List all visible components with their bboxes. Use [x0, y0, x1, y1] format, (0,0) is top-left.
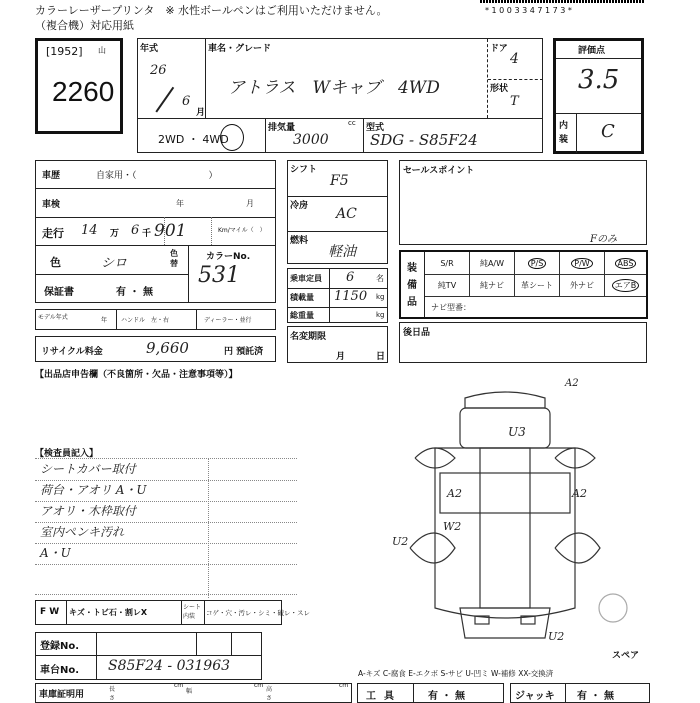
barcode-number: * 1 0 0 3 3 4 7 1 7 3 * — [485, 6, 572, 15]
equip-pw — [560, 252, 605, 275]
equip-ps-label: P/S — [528, 258, 547, 269]
equip-ext-navi: 外ナビ — [560, 275, 605, 297]
damage-mark: U2 — [392, 535, 409, 548]
capacity-label: 乗車定員 — [290, 274, 322, 283]
mileage-sen: 6 — [131, 223, 140, 238]
damage-mark: U2 — [548, 630, 565, 643]
header-line2: （複合機）対応用紙 — [35, 19, 134, 32]
tools-row — [357, 683, 504, 703]
door-value: 4 — [510, 51, 519, 67]
spec-block — [287, 160, 388, 264]
lot-code: [1952] — [46, 45, 83, 58]
equip-ps — [515, 252, 560, 275]
recycle-row — [35, 336, 276, 362]
damage-mark: A2 — [565, 378, 579, 389]
dealer-option: ディーラー・並行 — [204, 317, 252, 324]
gross-label: 総重量 — [290, 311, 314, 320]
garage-height: 高さ — [266, 686, 273, 702]
mileage-rest: 901 — [154, 221, 187, 241]
car-damage-diagram — [395, 378, 635, 658]
name-change-day: 日 — [376, 352, 386, 362]
history-label: 車歴 — [42, 171, 61, 181]
seat-label: シート内装 — [183, 604, 202, 620]
color-value: シロ — [101, 256, 128, 271]
equipment-note: Fのみ — [590, 234, 617, 245]
mileage-label: 走行 — [42, 227, 64, 240]
garage-row — [35, 683, 352, 703]
damage-mark: U3 — [508, 425, 526, 439]
month-unit: 月 — [196, 108, 206, 118]
door-label: ドア — [490, 44, 508, 54]
registration-block — [35, 632, 262, 680]
ac-value: AC — [336, 206, 357, 222]
score-box — [553, 38, 644, 154]
fw-row — [35, 600, 310, 625]
sales-point-label: セールスポイント — [403, 166, 475, 176]
garage-cm: cm — [254, 682, 264, 689]
equipment-box — [399, 250, 648, 319]
vehicle-box — [137, 38, 543, 153]
model-year-unit: 年 — [101, 317, 108, 324]
history-block — [35, 160, 276, 303]
load-label: 積載量 — [290, 293, 314, 302]
inspector-line: 室内ペンキ汚れ — [35, 523, 297, 544]
fuel-value: 軽油 — [328, 244, 356, 260]
equip-navi: 純ナビ — [470, 275, 515, 297]
displacement-value: 3000 — [293, 132, 329, 148]
tools-label: 工具 — [366, 691, 402, 702]
color-change-label: 色替 — [170, 249, 178, 268]
chassis-value: S85F24 - 031963 — [108, 658, 231, 674]
mileage-man: 14 — [81, 223, 98, 238]
model-year-label: モデル年式 — [38, 314, 68, 321]
equip-abs — [605, 252, 646, 275]
color-label: 色 — [50, 256, 61, 269]
warranty-label: 保証書 — [44, 287, 74, 298]
registration-label: 登録No. — [40, 641, 80, 652]
jack-row — [510, 683, 650, 703]
inspector-line: シートカバー取付 — [35, 460, 297, 481]
score-value: 3.5 — [578, 65, 620, 95]
name-change-label: 名変期限 — [290, 332, 327, 342]
garage-width: 幅 — [186, 688, 193, 695]
tools-value: 有 ・ 無 — [428, 691, 465, 702]
car-name: アトラス Wキャブ 4WD — [228, 78, 440, 98]
inspection-month: 月 — [246, 199, 254, 208]
inspector-line: A・U — [35, 544, 297, 565]
shape-label: 形状 — [490, 84, 509, 94]
name-label: 車名・グレード — [208, 44, 272, 54]
capacity-unit: 名 — [376, 274, 384, 283]
inspector-line: 荷台・アオリ A・U — [35, 481, 297, 502]
chassis-label: 車台No. — [40, 665, 80, 676]
equipment-label: 装備品 — [407, 263, 417, 308]
damage-legend: A-キズ C-腐食 E-エクボ S-サビ U-凹ミ W-補修 XX-交換済 — [358, 669, 554, 678]
garage-cm: cm — [174, 682, 184, 689]
seller-notes-label: 【出品店申告欄（不良箇所・欠品・注意事項等）】 — [35, 370, 238, 380]
warranty-value: 有 ・ 無 — [116, 287, 153, 298]
history-value: 自家用・（ ） — [96, 171, 218, 181]
lot-mark: 山 — [98, 46, 106, 55]
displacement-label: 排気量 — [268, 123, 296, 133]
cc-unit: cc — [348, 119, 356, 127]
interior-label: 内装 — [559, 121, 569, 145]
inspector-label: 【検査員記入】 — [35, 449, 99, 459]
capacity-value: 6 — [346, 270, 355, 285]
color-no: 531 — [198, 263, 240, 288]
mileage-unit: Km/マイル（ ） — [218, 227, 266, 234]
equip-pw-label: P/W — [571, 258, 592, 269]
inspection-year: 年 — [176, 199, 184, 208]
drive-type: 2WD ・ 4WD — [158, 133, 229, 146]
later-items-label: 後日品 — [403, 328, 431, 338]
seat-value: コゲ・穴・汚レ・シミ・破レ・スレ — [206, 609, 310, 617]
gross-unit: kg — [376, 311, 385, 319]
equip-abs-label: ABS — [615, 258, 637, 269]
name-change-month: 月 — [336, 352, 346, 362]
shift-label: シフト — [290, 165, 318, 175]
jack-value: 有 ・ 無 — [577, 691, 614, 702]
garage-label: 車庫証明用 — [39, 690, 85, 700]
equip-airbag — [605, 275, 646, 297]
barcode — [480, 0, 645, 3]
interior-value: C — [601, 121, 615, 142]
recycle-value: 9,660 — [146, 339, 189, 357]
equip-tv: 純TV — [425, 275, 470, 297]
month-value: 6 — [182, 94, 191, 109]
damage-mark: A2 — [447, 487, 462, 500]
header-line1: カラーレーザープリンタ ※ 水性ボールペンはご利用いただけません。 — [35, 4, 388, 17]
name-change-block — [287, 326, 388, 363]
load-unit: kg — [376, 293, 385, 301]
handle-option: ハンドル 左・右 — [121, 317, 170, 324]
model-value: SDG - S85F24 — [370, 131, 478, 149]
navi-model-label: ナビ型番： — [431, 303, 471, 312]
mileage-sen-unit: 千 — [142, 229, 152, 239]
damage-mark: W2 — [443, 520, 462, 533]
year-value: 26 — [150, 63, 167, 78]
equip-leather: 革シート — [515, 275, 560, 297]
capacity-block — [287, 268, 388, 323]
mileage-man-unit: 万 — [110, 229, 120, 239]
ac-label: 冷房 — [290, 201, 309, 211]
damage-mark: A2 — [572, 487, 587, 500]
color-no-label: カラーNo. — [206, 252, 251, 262]
fw-label: F W — [40, 607, 60, 617]
equip-airbag-label: エアB — [612, 279, 640, 292]
spare-label: スペア — [612, 651, 640, 661]
lot-number: 2260 — [52, 76, 115, 107]
fw-value: キズ・トビ石・割レX — [69, 608, 148, 617]
jack-label: ジャッキ — [515, 691, 555, 702]
recycle-unit: 円 預託済 — [224, 347, 264, 357]
load-value: 1150 — [334, 289, 368, 304]
inspector-line: アオリ・木枠取付 — [35, 502, 297, 523]
score-label: 評価点 — [578, 46, 606, 56]
model-year-row — [35, 309, 276, 330]
garage-length: 長さ — [109, 686, 116, 702]
recycle-label: リサイクル料金 — [41, 347, 103, 357]
year-label: 年式 — [140, 44, 159, 54]
lot-box — [35, 38, 123, 134]
equip-sr: S/R — [425, 252, 470, 275]
later-items-box — [399, 322, 647, 363]
fuel-label: 燃料 — [290, 236, 309, 246]
shift-value: F5 — [330, 173, 349, 189]
garage-cm: cm — [339, 682, 349, 689]
equip-aw: 純A/W — [470, 252, 515, 275]
inspection-label: 車検 — [42, 200, 61, 210]
model-label: 型式 — [366, 123, 385, 133]
shape-value: T — [510, 94, 519, 109]
